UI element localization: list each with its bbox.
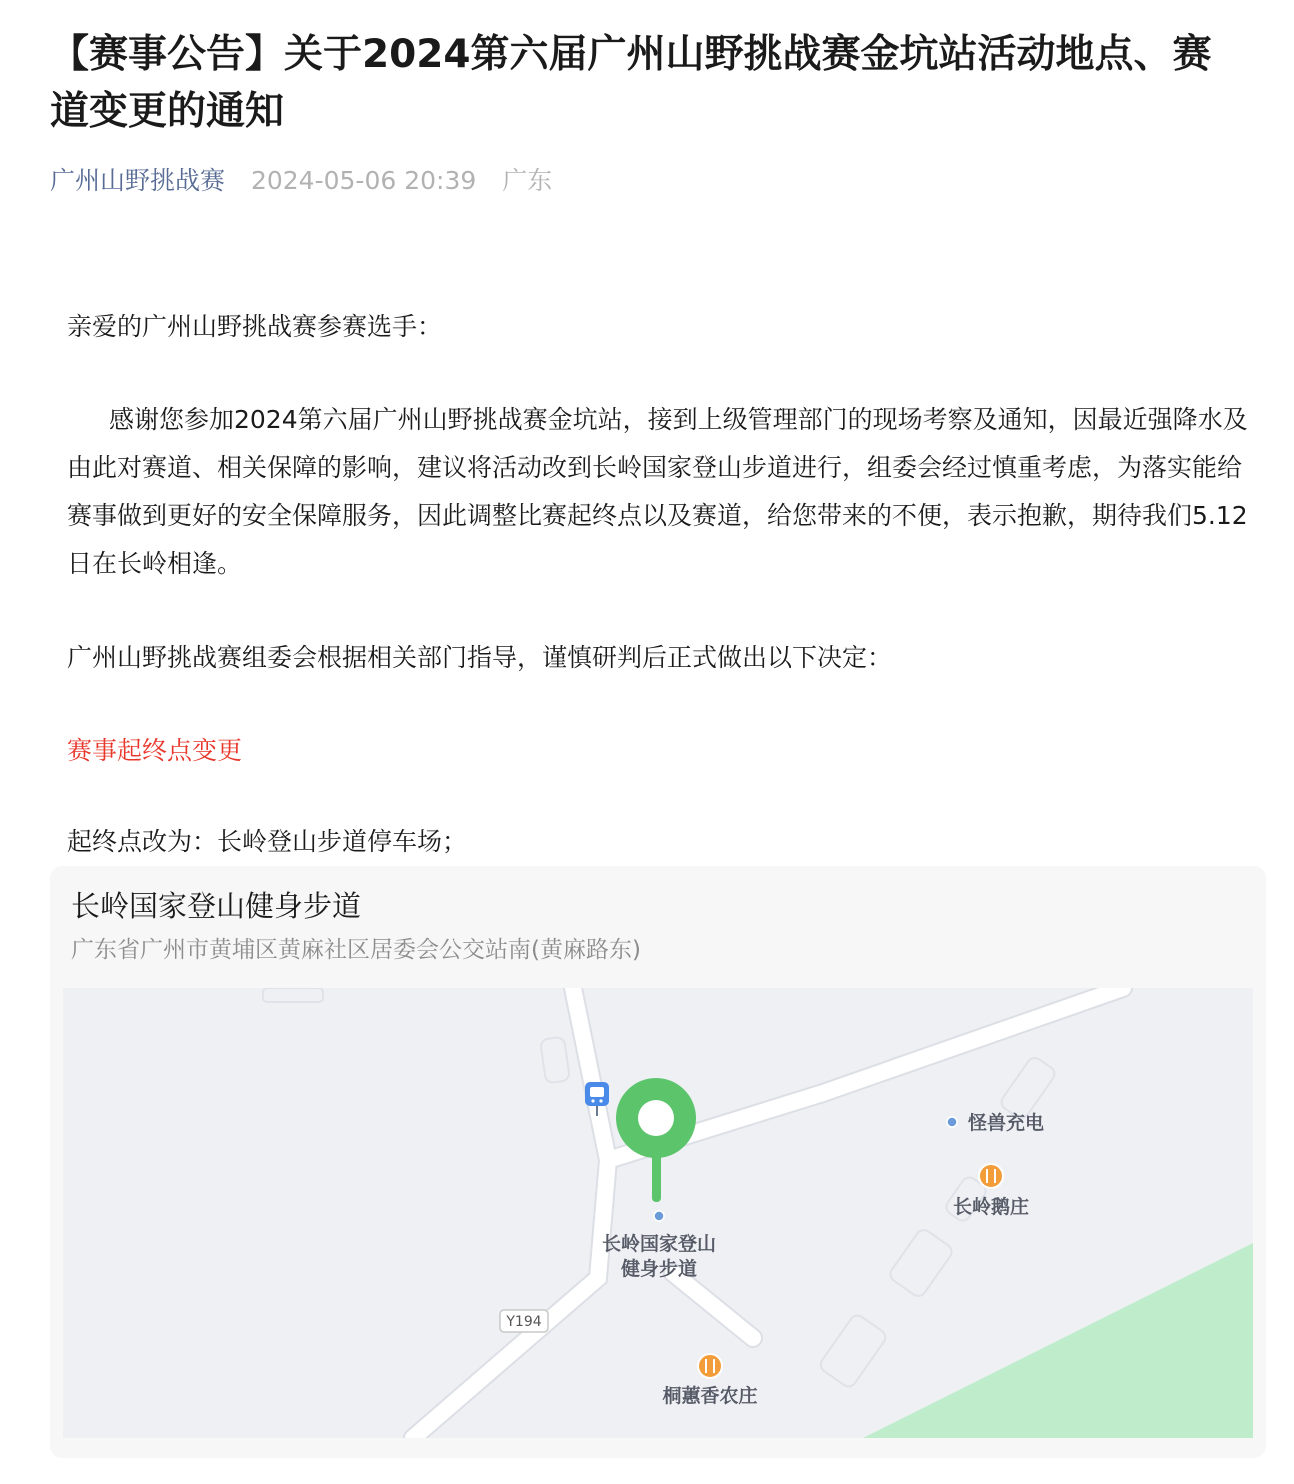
place-name: 长岭国家登山健身步道: [71, 889, 362, 923]
farm-label: 桐蕙香农庄: [662, 1385, 758, 1407]
location-card[interactable]: [50, 866, 1266, 1458]
start-end-text: 起终点改为：长岭登山步道停车场；: [67, 827, 468, 856]
publish-date: 2024-05-06 20:39: [250, 166, 477, 195]
article-title: 【赛事公告】关于2024第六届广州山野挑战赛金坑站活动地点、赛道变更的通知: [50, 32, 1212, 134]
trail-label-line2: 健身步道: [620, 1258, 698, 1280]
body-paragraph-2: 广州山野挑战赛组委会根据相关部门指导，谨慎研判后正式做出以下决定：: [67, 643, 893, 672]
author-link[interactable]: 广州山野挑战赛: [50, 166, 226, 195]
charging-label: 怪兽充电: [968, 1112, 1045, 1134]
road-shield: [500, 1310, 548, 1332]
map-view[interactable]: [63, 988, 1253, 1438]
charging-poi-dot: [947, 1117, 957, 1127]
greeting: 亲爱的广州山野挑战赛参赛选手：: [67, 312, 443, 341]
trail-poi-dot: [654, 1211, 664, 1221]
place-address: 广东省广州市黄埔区黄麻社区居委会公交站南(黄麻路东): [71, 937, 641, 963]
section-heading: 赛事起终点变更: [67, 736, 243, 765]
publish-location: 广东: [502, 166, 553, 195]
restaurant-icon: [979, 1164, 1003, 1188]
goose-farm-label: 长岭鹅庄: [952, 1196, 1030, 1218]
trail-label-line1: 长岭国家登山: [601, 1233, 717, 1255]
body-paragraph-1: 感谢您参加2024第六届广州山野挑战赛金坑站，接到上级管理部门的现场考察及通知，因最近强降水及由此对赛道、相关保障的影响，建议将活动改到长岭国家登山步道进行，组委会经过慎重考虑，为落实能给赛事做到更好的安全保障服务，因此调整比赛起终点以及赛道，给您带来的不便，表示抱歉，期待我们5.12日在长岭相逢。: [67, 405, 1248, 578]
park-area: [863, 1243, 1253, 1438]
article-meta: [50, 164, 552, 198]
location-pin-icon: [616, 1078, 696, 1202]
restaurant-icon: [698, 1354, 722, 1378]
road-label: Y194: [506, 1314, 542, 1330]
